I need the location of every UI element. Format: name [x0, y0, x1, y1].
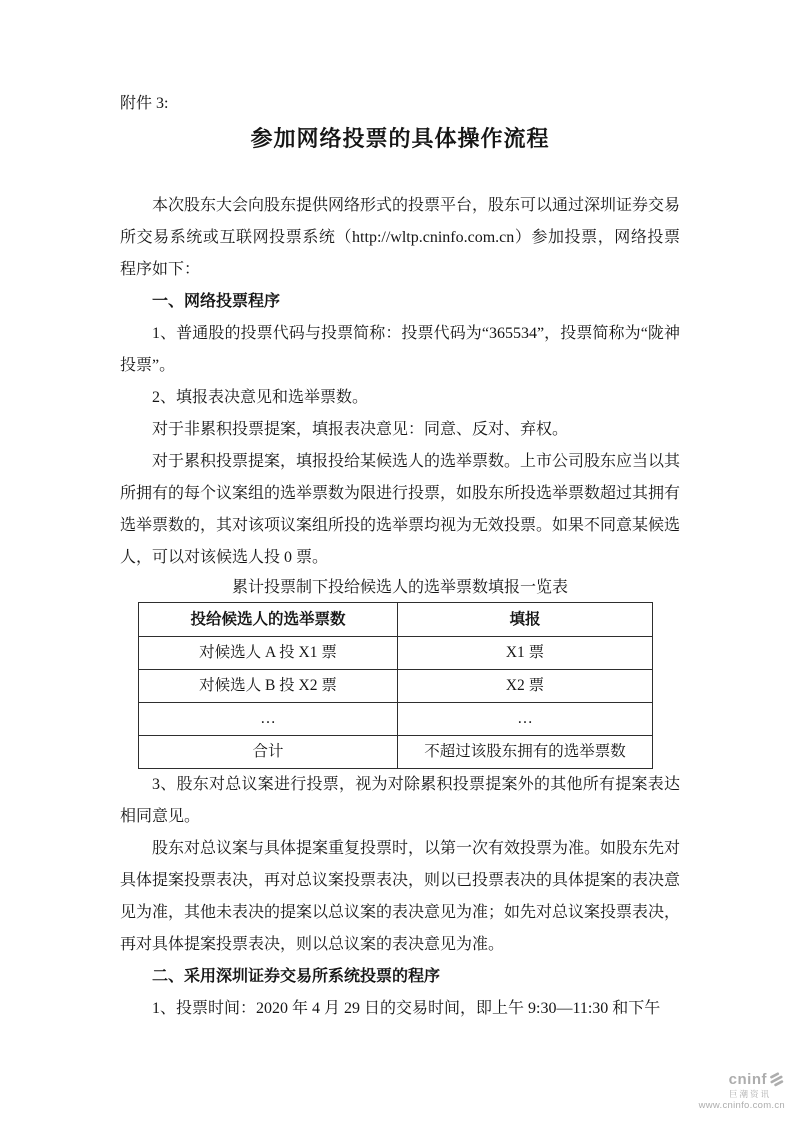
- document-content: [120, 88, 680, 1025]
- cninfo-swirl-icon: [768, 1071, 785, 1088]
- paragraph-duplicate-vote: 股东对总议案与具体提案重复投票时，以第一次有效投票为准。如股东先对具体提案投票表决，再对总议案投票表决，则以已投票表决的具体提案的表决意见为准，其他未表决的提案以总议案的表决意见为准；如先对总议案投票表决，再对具体提案投票表决，则以总议案的表决意见为准。: [120, 840, 681, 953]
- attachment-label: 附件 3:: [120, 95, 169, 112]
- section1-heading: 一、网络投票程序: [152, 293, 281, 310]
- table-row: [139, 703, 653, 736]
- table-cell: X1 票: [398, 637, 653, 670]
- section2-heading: 二、采用深圳证券交易所系统投票的程序: [152, 968, 441, 985]
- page-title: 参加网络投票的具体操作流程: [250, 126, 550, 151]
- table-cell: 对候选人 A 投 X1 票: [139, 637, 398, 670]
- table-cell: …: [139, 703, 398, 736]
- table-row: [139, 637, 653, 670]
- table-header-fill: 填报: [398, 603, 653, 637]
- cninfo-brand-text: cninf: [728, 1071, 767, 1088]
- cninfo-url: www.cninfo.com.cn: [698, 1099, 785, 1111]
- table-row: [139, 736, 653, 769]
- table-cell: …: [398, 703, 653, 736]
- table-cell: 不超过该股东拥有的选举票数: [398, 736, 653, 769]
- table-cell: X2 票: [398, 670, 653, 703]
- paragraph-cumulative: 对于累积投票提案，填报投给某候选人的选举票数。上市公司股东应当以其所拥有的每个议案组的选举票数为限进行投票，如股东所投选举票数超过其拥有选举票数的，其对该项议案组所投的选举票均视为无效投票。如果不同意某候选人，可以对该候选人投 0 票。: [120, 453, 681, 566]
- paragraph-vote-time: 1、投票时间：2020 年 4 月 29 日的交易时间，即上午 9:30—11:30 和下午: [152, 1000, 661, 1017]
- table-row: [139, 670, 653, 703]
- paragraph-fill-opinion: 2、填报表决意见和选举票数。: [152, 389, 369, 406]
- cumulative-vote-table: [138, 602, 653, 769]
- paragraph-vote-code: 1、普通股的投票代码与投票简称：投票代码为“365534”，投票简称为“陇神投票”。: [120, 325, 680, 374]
- paragraph-non-cumulative: 对于非累积投票提案，填报表决意见：同意、反对、弃权。: [152, 421, 569, 438]
- cninfo-logo: [699, 1071, 785, 1110]
- table-cell: 合计: [139, 736, 398, 769]
- table-caption: 累计投票制下投给候选人的选举票数填报一览表: [231, 579, 568, 596]
- table-header-votes: 投给候选人的选举票数: [139, 603, 398, 637]
- table-header-row: [139, 603, 653, 637]
- cninfo-chinese-name: 巨潮资讯: [728, 1089, 771, 1099]
- intro-paragraph: 本次股东大会向股东提供网络形式的投票平台，股东可以通过深圳证券交易所交易系统或互联网投票系统（http://wltp.cninfo.com.cn）参加投票，网络投票程序如下：: [120, 197, 681, 278]
- paragraph-general-proposal: 3、股东对总议案进行投票，视为对除累积投票提案外的其他所有提案表达相同意见。: [120, 776, 680, 825]
- table-cell: 对候选人 B 投 X2 票: [139, 670, 398, 703]
